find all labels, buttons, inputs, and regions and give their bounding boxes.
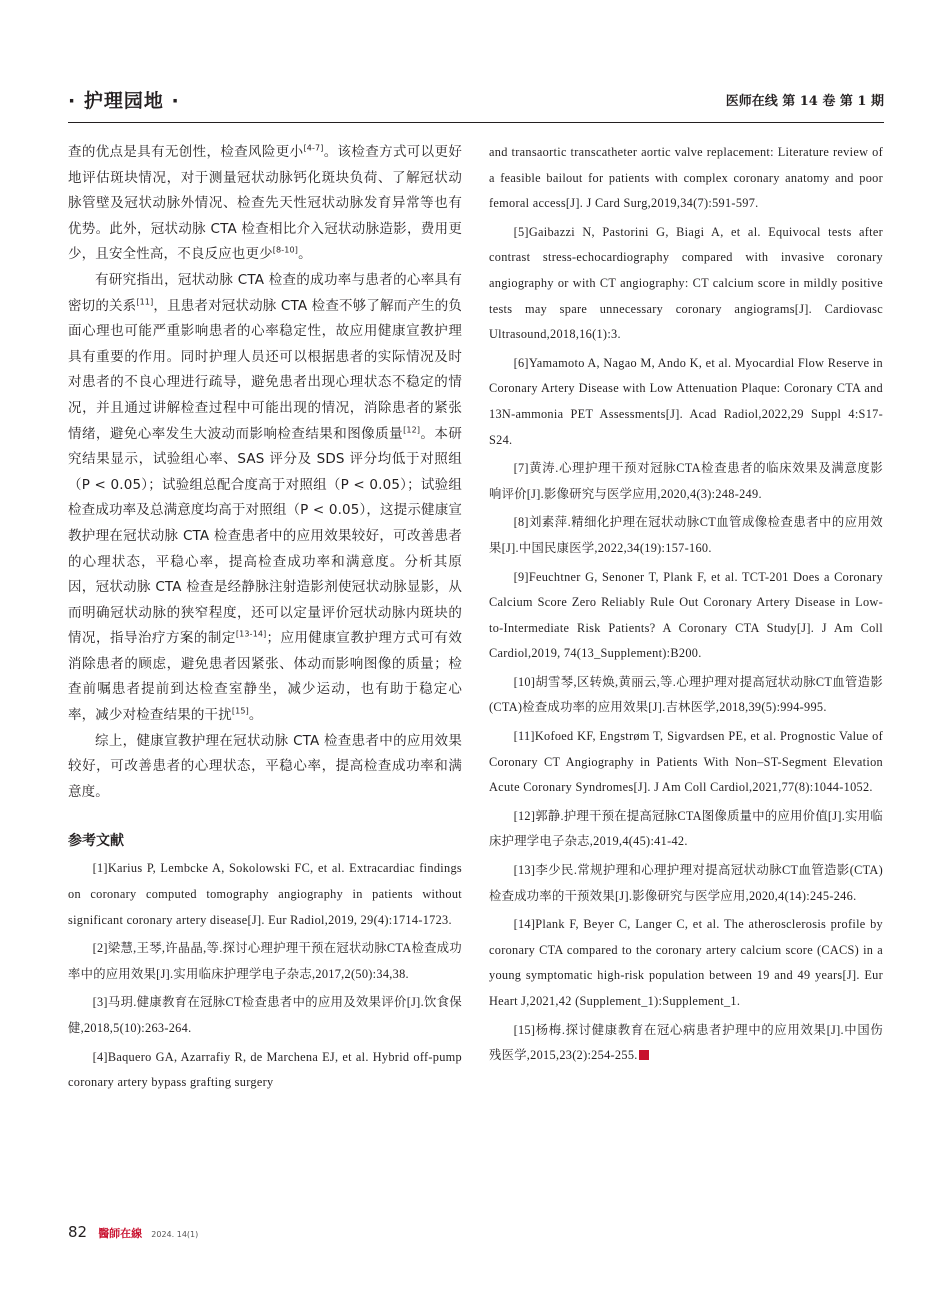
references-heading: 参考文献	[68, 833, 124, 850]
journal-info: 医师在线 第 14 卷 第 1 期	[725, 94, 884, 109]
reference-item: [1]Karius P, Lembcke A, Sokolowski FC, et al. Extracardiac findings on coronary computed tomography angiography in patients without significant coronary artery disease[J]. Eur Radiol,2019, 29(4):1714-1723.	[68, 861, 462, 927]
body-paragraph: 查的优点是具有无创性，检查风险更小[4-7]。该检查方式可以更好地评估斑块情况，对于测量冠状动脉钙化斑块负荷、了解冠状动脉管壁及冠状动脉外情况、检查先天性冠状动脉发育异常等也有优势。此外，冠状动脉 CTA 检查相比介入冠状动脉造影，费用更少，且安全性高，不良反应也更少[8-10]。	[68, 143, 462, 263]
footer-issue: 2024. 14(1)	[151, 1230, 199, 1239]
page-number: 82	[68, 1223, 88, 1241]
reference-item: [9]Feuchtner G, Senoner T, Plank F, et al. TCT-201 Does a Coronary Calcium Score Zero Reliably Rule Out Coronary Artery Disease in Low-to-Intermediate Risk Patients? A Coronary CTA Study[J]. J Am Coll Cardiol,2019, 74(13_Supplement):B200.	[489, 569, 883, 661]
citation[interactable]: [8-10]	[272, 245, 299, 255]
end-of-article-icon	[639, 1050, 649, 1060]
reference-item: [12]郭静.护理干预在提高冠脉CTA图像质量中的应用价值[J].实用临床护理学电子杂志,2019,4(45):41-42.	[489, 808, 883, 849]
citation[interactable]: [4-7]	[303, 143, 324, 153]
reference-item: [4]Baquero GA, Azarrafiy R, de Marchena EJ, et al. Hybrid off‐pump coronary artery bypass grafting surgery	[68, 1049, 462, 1090]
reference-item: [8]刘素萍.精细化护理在冠状动脉CT血管成像检查患者中的应用效果[J].中国民康医学,2022,34(19):157-160.	[489, 515, 883, 555]
reference-item: [11]Kofoed KF, Engstrøm T, Sigvardsen PE, et al. Prognostic Value of Coronary CT Angiography in Patients With Non–ST-Segment Elevation Acute Coronary Syndromes[J]. J Am Coll Cardiol,2021,77(8):1044-1052.	[489, 729, 883, 795]
reference-item: [14]Plank F, Beyer C, Langer C, et al. The atherosclerosis profile by coronary CTA compared to the coronary artery calcium score (CACS) in a young symptomatic high-risk population between 19 and 49 years[J]. Eur Heart J,2021,42 (Supplement_1):Supplement_1.	[489, 917, 883, 1008]
right-column	[489, 140, 883, 1072]
reference-item: [5]Gaibazzi N, Pastorini G, Biagi A, et al. Equivocal tests after contrast stress-echocardiography compared with invasive coronary angiography or with CT angiography: CT calcium score in mildly positive tests may spare unnecessary coronary angiograms[J]. Cardiovasc Ultrasound,2018,16(1):3.	[489, 224, 883, 342]
reference-item: [10]胡雪琴,区转焕,黄丽云,等.心理护理对提高冠状动脉CT血管造影(CTA)检查成功率的应用效果[J].吉林医学,2018,39(5):994-995.	[489, 674, 883, 715]
citation[interactable]: [13-14]	[235, 629, 267, 639]
reference-item: [6]Yamamoto A, Nagao M, Ando K, et al. Myocardial Flow Reserve in Coronary Artery Disease with Low Attenuation Plaque: Coronary CTA and 13N-ammonia PET Assessments[J]. Acad Radiol,2022,29 Suppl 4:S17-S24.	[489, 355, 883, 447]
citation[interactable]: [11]	[136, 297, 154, 307]
page-header	[68, 86, 884, 118]
reference-item: [2]梁慧,王琴,许晶晶,等.探讨心理护理干预在冠状动脉CTA检查成功率中的应用效果[J].实用临床护理学电子杂志,2017,2(50):34,38.	[68, 941, 462, 981]
section-title: · 护理园地 ·	[68, 90, 180, 112]
reference-item: [3]马玥.健康教育在冠脉CT检查患者中的应用及效果评价[J].饮食保健,2018,5(10):263-264.	[68, 995, 462, 1035]
reference-item: [13]李少民.常规护理和心理护理对提高冠状动脉CT血管造影(CTA)检查成功率的干预效果[J].影像研究与医学应用,2020,4(14):245-246.	[489, 863, 883, 903]
reference-item: [7]黄涛.心理护理干预对冠脉CTA检查患者的临床效果及满意度影响评价[J].影像研究与医学应用,2020,4(3):248-249.	[489, 461, 883, 501]
left-column	[68, 140, 462, 1099]
citation[interactable]: [12]	[403, 425, 421, 435]
conclusion-paragraph: 综上，健康宣教护理在冠状动脉 CTA 检查患者中的应用效果较好，可改善患者的心理状态，平稳心率，提高检查成功率和满意度。	[68, 732, 462, 800]
reference-item-continued: and transaortic transcatheter aortic valve replacement: Literature review of a feasible bailout for patients with complex coronary anatomy and poor femoral access[J]. J Card Surg,2019,34(7):591-597.	[489, 145, 883, 211]
body-paragraph: 有研究指出，冠状动脉 CTA 检查的成功率与患者的心率具有密切的关系[11]，且患者对冠状动脉 CTA 检查不够了解而产生的负面心理也可能严重影响患者的心率稳定性，故应用健康宣教护理具有重要的作用。同时护理人员还可以根据患者的实际情况及时对患者的不良心理进行疏导，避免患者出现心理状态不稳定的情况，并且通过讲解检查过程中可能出现的情况，消除患者的紧张情绪，避免心率发生大波动而影响检查结果和图像质量[12]。本研究结果显示，试验组心率、SAS 评分及 SDS 评分均低于对照组（P < 0.05）；试验组总配合度高于对照组（P < 0.05）；试验组检查成功率及总满意度均高于对照组（P < 0.05），这提示健康宣教护理在冠状动脉 CTA 检查患者中的应用效果较好，可改善患者的心理状态，平稳心率，提高检查成功率和满意度。分析其原因，冠状动脉 CTA 检查是经静脉注射造影剂使冠状动脉显影，从而明确冠状动脉的狭窄程度，还可以定量评价冠状动脉内斑块的情况，指导治疗方案的制定[13-14]；应用健康宣教护理方式可有效消除患者的顾虑，避免患者因紧张、体动而影响图像的质量；检查前嘱患者提前到达检查室静坐，减少运动，也有助于稳定心率，减少对检查结果的干扰[15]。	[68, 271, 463, 724]
reference-item: [15]杨梅.探讨健康教育在冠心病患者护理中的应用效果[J].中国伤残医学,2015,23(2):254-255.	[489, 1022, 883, 1063]
header-rule	[68, 122, 884, 123]
journal-logo: 醫師在線	[98, 1227, 143, 1240]
page-footer	[68, 1222, 198, 1246]
citation[interactable]: [15]	[231, 706, 249, 716]
